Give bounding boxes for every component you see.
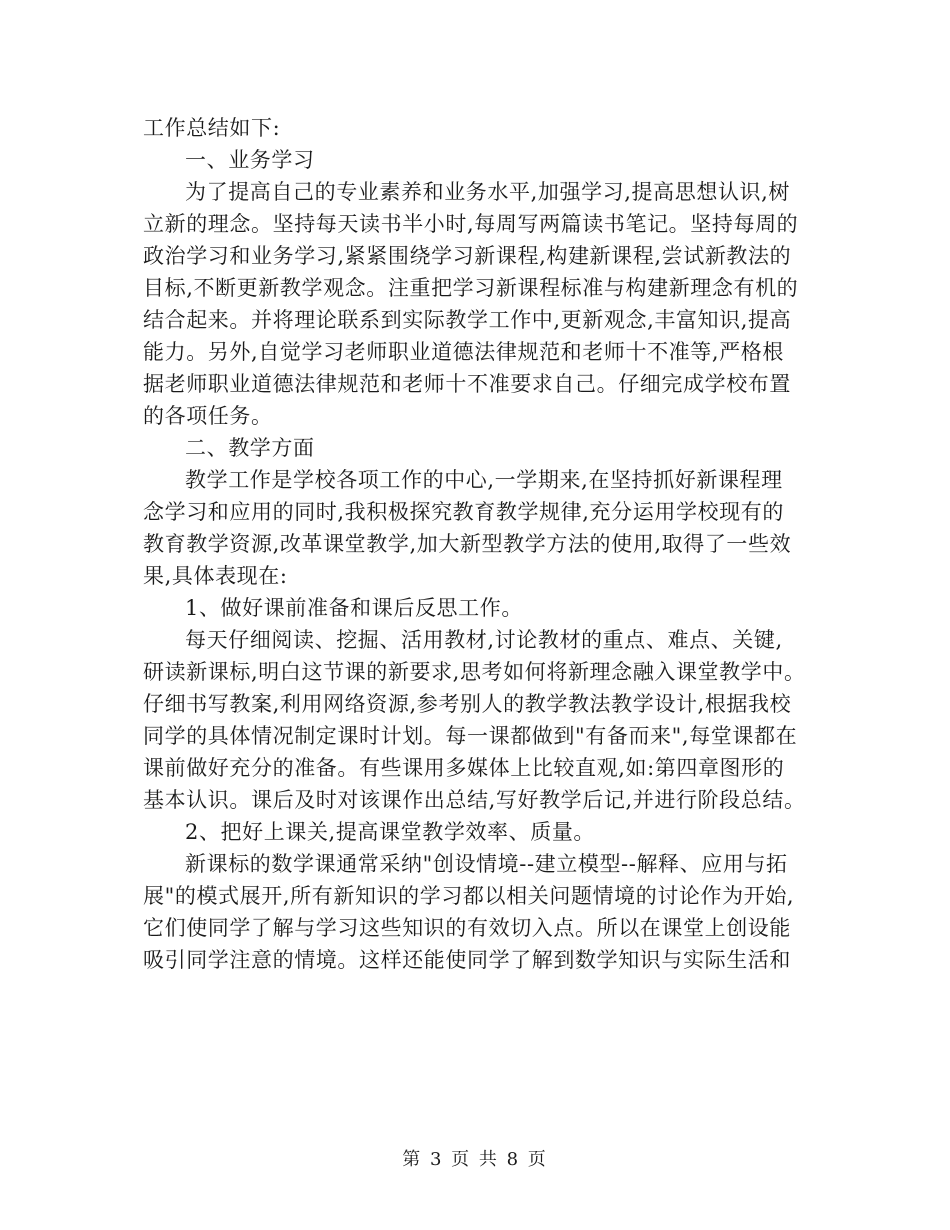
text-line: 一、业务学习 [185,148,315,172]
page-footer: 第 3 页 共 8 页 [402,1149,548,1170]
text-line: 念学习和应用的同时,我积极探究教育教学规律,充分运用学校现有的 [143,500,784,524]
text-line: 立新的理念。坚持每天读书半小时,每周写两篇读书笔记。坚持每周的 [143,212,799,236]
text-line: 基本认识。课后及时对该课作出总结,写好教学后记,并进行阶段总结。 [143,788,806,812]
text-line: 能力。另外,自觉学习老师职业道德法律规范和老师十不准等,严格根 [143,340,784,364]
text-line: 工作总结如下: [143,116,281,140]
text-line: 果,具体表现在: [143,564,288,588]
text-line: 课前做好充分的准备。有些课用多媒体上比较直观,如:第四章图形的 [143,756,785,780]
document-body [143,112,808,976]
text-line: 结合起来。并将理论联系到实际教学工作中,更新观念,丰富知识,提高 [143,308,792,332]
text-line: 展"的模式展开,所有新知识的学习都以相关问题情境的讨论作为开始, [143,884,795,908]
text-line: 新课标的数学课通常采纳"创设情境--建立模型--解释、应用与拓 [185,852,788,876]
text-line: 同学的具体情况制定课时计划。每一课都做到"有备而来",每堂课都在 [143,724,798,748]
text-line: 教学工作是学校各项工作的中心,一学期来,在坚持抓好新课程理 [185,468,783,492]
text-line: 教育教学资源,改革课堂教学,加大新型教学方法的使用,取得了一些效 [143,532,792,556]
text-line: 二、教学方面 [185,436,315,460]
text-line: 吸引同学注意的情境。这样还能使同学了解到数学知识与实际生活和 [143,948,791,972]
text-line: 为了提高自己的专业素养和业务水平,加强学习,提高思想认识,树 [185,180,791,204]
text-line: 政治学习和业务学习,紧紧围绕学习新课程,构建新课程,尝试新教法的 [143,244,792,268]
text-line: 研读新课标,明白这节课的新要求,思考如何将新理念融入课堂教学中。 [143,660,806,684]
text-line: 它们使同学了解与学习这些知识的有效切入点。所以在课堂上创设能 [143,916,791,940]
text-line: 仔细书写教案,利用网络资源,参考别人的教学教法教学设计,根据我校 [143,692,792,716]
text-line: 目标,不断更新教学观念。注重把学习新课程标准与构建新理念有机的 [143,276,799,300]
text-line: 的各项任务。 [143,404,273,428]
text-line: 1、做好课前准备和课后反思工作。 [185,596,523,620]
text-line: 2、把好上课关,提高课堂教学效率、质量。 [185,820,596,844]
text-line: 据老师职业道德法律规范和老师十不准要求自己。仔细完成学校布置 [143,372,791,396]
text-line: 每天仔细阅读、挖掘、活用教材,讨论教材的重点、难点、关键, [185,628,783,652]
